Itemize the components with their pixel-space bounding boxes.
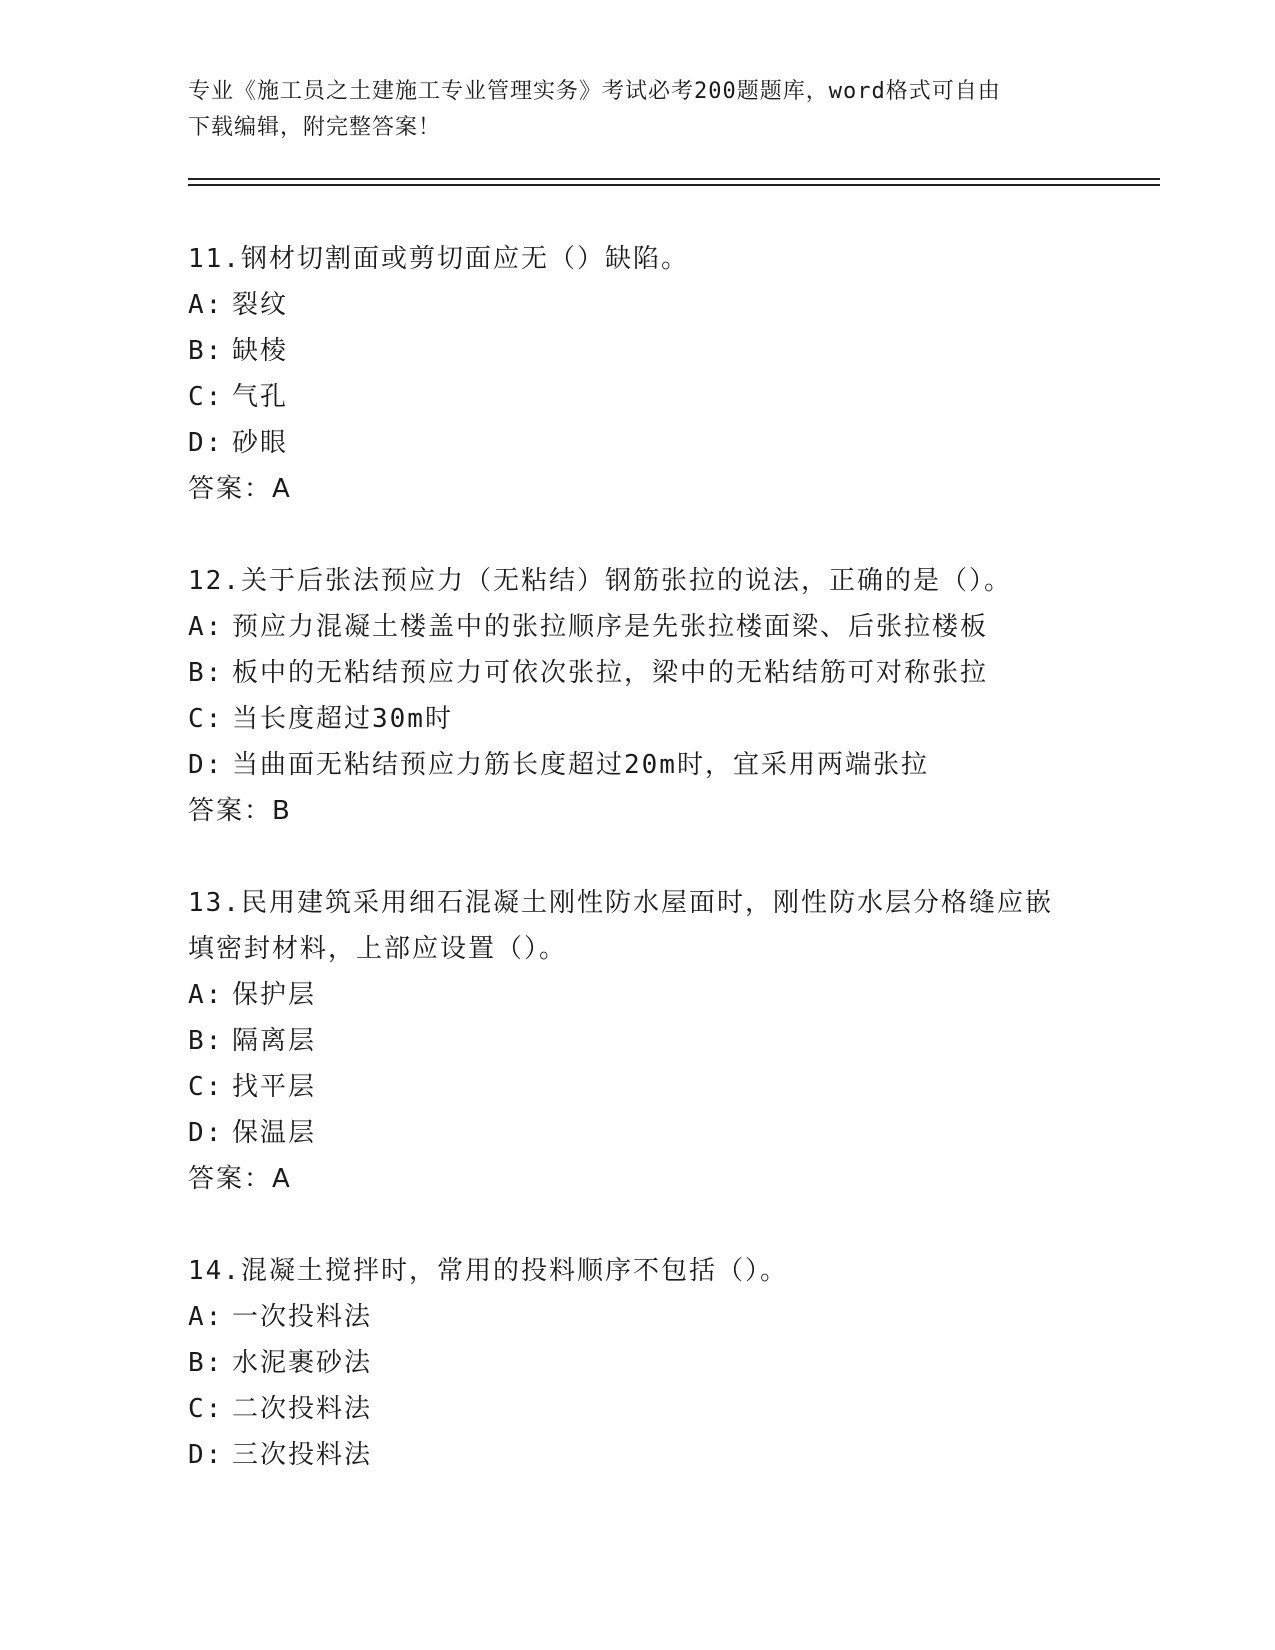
option-letter: A: <box>188 980 224 1010</box>
question-stem-line-2: 填密封材料，上部应设置（）。 <box>188 934 568 964</box>
option-letter: D: <box>188 1440 224 1470</box>
option-text: 板中的无粘结预应力可依次张拉，梁中的无粘结筋可对称张拉 <box>232 658 989 688</box>
answer-value: A <box>272 1164 292 1194</box>
answer-value: B <box>272 796 292 826</box>
option-letter: C: <box>188 704 224 734</box>
option-a <box>188 972 1148 1018</box>
document-header <box>188 74 1088 146</box>
question-list <box>188 236 1148 1524</box>
option-d <box>188 1110 1148 1156</box>
option-text: 缺棱 <box>232 336 289 366</box>
header-divider-top <box>188 178 1160 180</box>
option-b <box>188 1340 1148 1386</box>
option-c <box>188 374 1148 420</box>
option-text: 保护层 <box>232 980 317 1010</box>
option-b <box>188 328 1148 374</box>
question-14 <box>188 1248 1148 1478</box>
header-line-1: 专业《施工员之土建施工专业管理实务》考试必考200题题库，word格式可自由 <box>188 79 1001 104</box>
option-d <box>188 1432 1148 1478</box>
answer-label: 答案： <box>188 474 273 504</box>
question-11 <box>188 236 1148 512</box>
option-letter: C: <box>188 1072 224 1102</box>
option-d <box>188 420 1148 466</box>
option-letter: D: <box>188 750 224 780</box>
answer-line <box>188 466 1148 512</box>
option-b <box>188 650 1148 696</box>
option-a <box>188 282 1148 328</box>
option-text: 二次投料法 <box>232 1394 373 1424</box>
option-text: 找平层 <box>232 1072 317 1102</box>
option-letter: D: <box>188 1118 224 1148</box>
answer-line <box>188 788 1148 834</box>
option-text: 当曲面无粘结预应力筋长度超过20m时，宜采用两端张拉 <box>232 750 929 780</box>
option-c <box>188 696 1148 742</box>
option-letter: B: <box>188 1026 224 1056</box>
option-letter: C: <box>188 1394 224 1424</box>
option-text: 保温层 <box>232 1118 317 1148</box>
option-text: 裂纹 <box>232 290 289 320</box>
option-a <box>188 1294 1148 1340</box>
option-c <box>188 1386 1148 1432</box>
option-text: 三次投料法 <box>232 1440 373 1470</box>
option-letter: D: <box>188 428 224 458</box>
option-c <box>188 1064 1148 1110</box>
option-d <box>188 742 1148 788</box>
option-letter: A: <box>188 612 224 642</box>
answer-value: A <box>272 474 292 504</box>
header-line-2: 下载编辑，附完整答案！ <box>188 115 442 140</box>
option-a <box>188 604 1148 650</box>
option-letter: B: <box>188 336 224 366</box>
option-text: 预应力混凝土楼盖中的张拉顺序是先张拉楼面梁、后张拉楼板 <box>232 612 989 642</box>
option-letter: A: <box>188 1302 224 1332</box>
question-12 <box>188 558 1148 834</box>
header-divider-bottom <box>188 184 1160 186</box>
option-b <box>188 1018 1148 1064</box>
question-stem-line-1: 13.民用建筑采用细石混凝土刚性防水屋面时，刚性防水层分格缝应嵌 <box>188 888 1053 918</box>
option-text: 水泥裹砂法 <box>232 1348 373 1378</box>
option-text: 当长度超过30m时 <box>232 704 453 734</box>
option-letter: B: <box>188 1348 224 1378</box>
question-stem: 14.混凝土搅拌时，常用的投料顺序不包括（）。 <box>188 1256 788 1286</box>
question-stem: 12.关于后张法预应力（无粘结）钢筋张拉的说法，正确的是（）。 <box>188 566 1012 596</box>
question-13 <box>188 880 1148 1202</box>
option-letter: B: <box>188 658 224 688</box>
option-text: 砂眼 <box>232 428 289 458</box>
answer-label: 答案： <box>188 1164 273 1194</box>
question-stem: 11.钢材切割面或剪切面应无（）缺陷。 <box>188 244 689 274</box>
answer-label: 答案： <box>188 796 273 826</box>
option-text: 一次投料法 <box>232 1302 373 1332</box>
option-letter: C: <box>188 382 224 412</box>
option-text: 隔离层 <box>232 1026 317 1056</box>
option-text: 气孔 <box>232 382 289 412</box>
answer-line <box>188 1156 1148 1202</box>
option-letter: A: <box>188 290 224 320</box>
